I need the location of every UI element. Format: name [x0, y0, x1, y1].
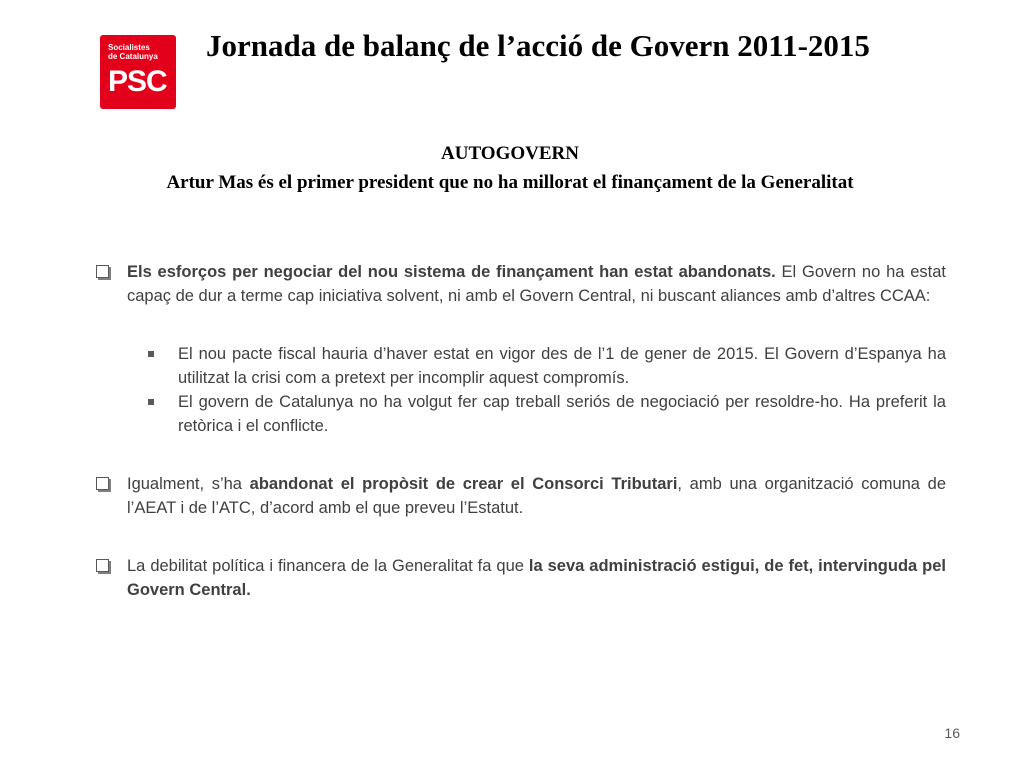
- checkbox-bullet-icon: [96, 559, 109, 572]
- sub-bullet-item: [96, 390, 946, 438]
- logo-mark: PSC: [108, 65, 167, 98]
- bullet-text: , amb una organització comuna de l’AEAT i de l’ATC, d’acord amb el que preveu l’Estatut.: [127, 475, 947, 517]
- slide-title: Jornada de balanç de l’acció de Govern 2011-2015: [206, 28, 870, 63]
- bullet-item: [96, 260, 946, 308]
- bullet-bold-text: Els esforços per negociar del nou sistema de finançament han estat abandonats.: [127, 263, 776, 281]
- section-heading: AUTOGOVERN: [441, 143, 579, 164]
- sub-bullet-text: El govern de Catalunya no ha volgut fer cap treball seriós de negociació per resoldre-ho. Ha preferit la retòrica i el conflicte.: [178, 393, 946, 435]
- psc-logo: [100, 35, 176, 109]
- bullet-pre-text: La debilitat política i financera de la Generalitat fa que: [127, 557, 529, 575]
- logo-line-2: de Catalunya: [108, 52, 158, 61]
- square-bullet-icon: [148, 399, 154, 405]
- sub-bullet-text: El nou pacte fiscal hauria d’haver estat en vigor des de l’1 de gener de 2015. El Govern d’Espanya ha utilitzat la crisi com a pretext per incomplir aquest compromís.: [178, 345, 946, 387]
- logo-line-1: Socialistes: [108, 43, 150, 52]
- bullet-bold-text: la seva administració estigui, de fet, intervinguda pel Govern Central.: [127, 557, 946, 599]
- slide-content: [96, 260, 946, 602]
- bullet-item: [96, 472, 946, 520]
- bullet-item: [96, 554, 946, 602]
- checkbox-bullet-icon: [96, 265, 109, 278]
- square-bullet-icon: [148, 351, 154, 357]
- bullet-text: El Govern no ha estat capaç de dur a terme cap iniciativa solvent, ni amb el Govern Central, ni buscant aliances amb d’altres CCAA:: [127, 263, 946, 305]
- section-subheading: Artur Mas és el primer president que no ha millorat el finançament de la Generalitat: [166, 172, 854, 193]
- bullet-pre-text: Igualment, s’ha: [127, 475, 250, 493]
- checkbox-bullet-icon: [96, 477, 109, 490]
- page-number: 16: [944, 725, 960, 741]
- sub-bullet-item: [96, 342, 946, 390]
- bullet-bold-text: abandonat el propòsit de crear el Consorci Tributari: [249, 475, 678, 493]
